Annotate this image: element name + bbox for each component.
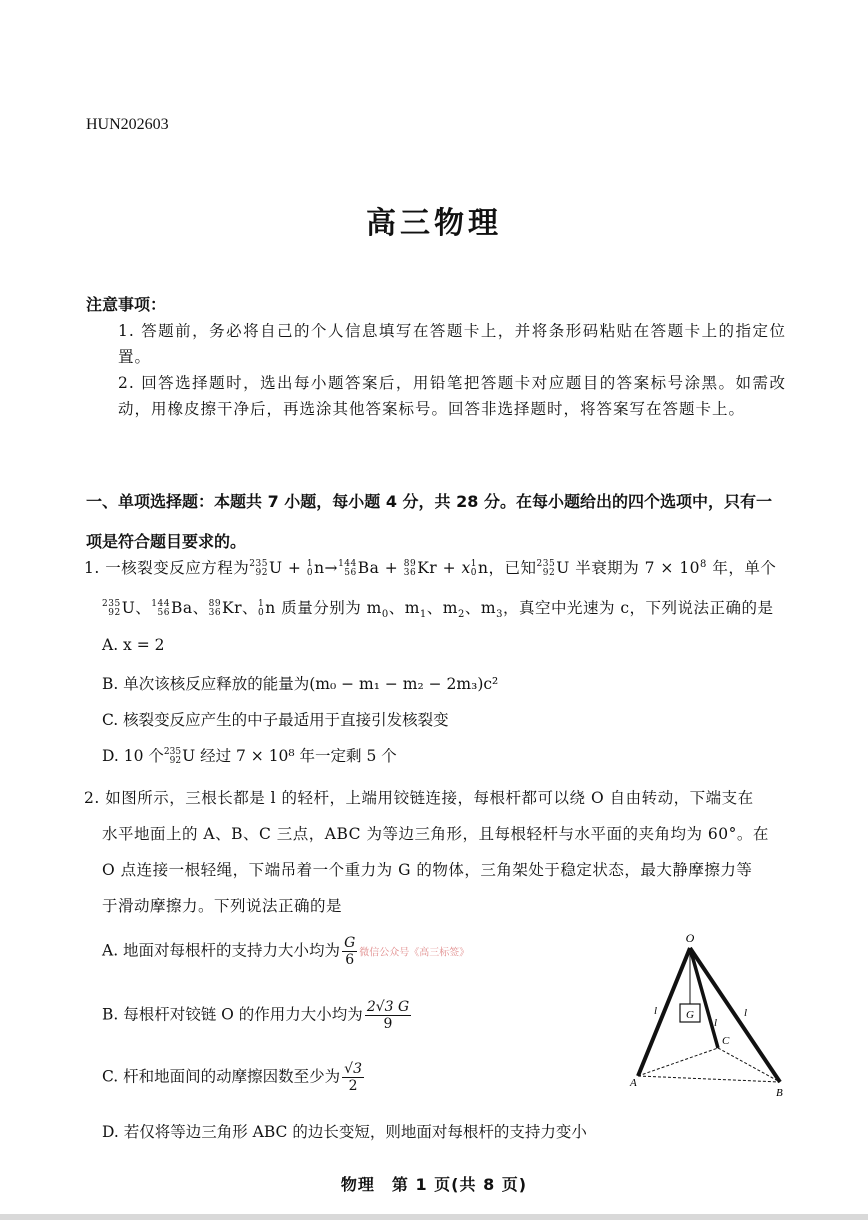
page-title: 高三物理: [366, 206, 502, 241]
label-l-oc: l: [714, 1017, 718, 1029]
question-2-option-b: B. 每根杆对铰链 O 的作用力大小均为 $\frac{2√3 G}{9}$: [102, 999, 410, 1032]
watermark: 微信公众号《高三标签》: [359, 947, 470, 959]
question-1-option-d: D. 10 个 235 92 U 经过 7 × 10⁸ 年一定剩 5 个: [102, 747, 397, 766]
label-l-ob: l: [744, 1007, 748, 1019]
page-footer: 物理 第 1 页(共 8 页): [340, 1175, 528, 1194]
fraction: $\frac{2√3 G}{9}$: [366, 999, 410, 1032]
edge-ab: [638, 1076, 780, 1082]
question-1-option-b: B. 单次该核反应释放的能量为(m₀ − m₁ − m₂ − 2m₃)c²: [102, 675, 499, 693]
section-heading: 一、单项选择题：本题共 7 小题，每小题 4 分，共 28 分。在每小题给出的四个选项中，只有一项是符合题目要求的。: [86, 492, 772, 551]
label-g: G: [686, 1009, 694, 1021]
question-2-option-d: D. 若仅将等边三角形 ABC 的边长变短，则地面对每根杆的支持力变小: [102, 1123, 587, 1141]
question-1-option-a: A. x = 2: [102, 636, 165, 654]
edge-ac: [638, 1048, 718, 1076]
exam-code: HUN202603: [86, 116, 169, 133]
question-2-line-4: 于滑动摩擦力。下列说法正确的是: [102, 897, 343, 915]
question-1-option-c: C. 核裂变反应产生的中子最适用于直接引发核裂变: [102, 711, 449, 729]
rod-oc: [690, 948, 718, 1048]
question-2-line-2: 水平地面上的 A、B、C 三点，ABC 为等边三角形，且每根轻杆与水平面的夹角均为 60°。在: [102, 825, 769, 843]
notice-item-2: 2. 回答选择题时，选出每小题答案后，用铅笔把答题卡对应题目的答案标号涂黑。如需改动，用橡皮擦干净后，再选涂其他答案标号。回答非选择题时，将答案写在答题卡上。: [118, 374, 786, 418]
label-c: C: [722, 1035, 730, 1047]
notice-item-1: 1. 答题前，务必将自己的个人信息填写在答题卡上，并将条形码粘贴在答题卡上的指定位置。: [118, 322, 786, 366]
question-1-line-2: 235 92 U、 144 56 Ba、 89 36 Kr、 1 0 n 质量分别为 $m_0$、$m_1$、$m_2$、$m_3$，真空中光速为 c，下列说法正确的是: [102, 599, 774, 621]
scan-edge: [0, 1214, 868, 1220]
notice-heading: 注意事项：: [86, 295, 167, 314]
fraction: $\frac{√3}{2}$: [344, 1061, 362, 1094]
question-2-line-1: 2. 如图所示，三根长都是 l 的轻杆，上端用铰链连接，每根杆都可以绕 O 自由转动，下端支在: [84, 789, 754, 807]
label-b: B: [776, 1087, 783, 1099]
rod-ob: [690, 948, 780, 1082]
question-number: 2.: [84, 789, 100, 807]
question-1-line-1: 1. 一核裂变反应方程为 235 92 U + 1 0 n→ 144 56 Ba + 89 36 Kr + x 1 0 n，已知 235 92 U 半衰期为 $7 \times 10^8$ 年，单个: [84, 558, 777, 578]
fraction: $\frac{G}{6}$: [344, 935, 356, 968]
label-a: A: [630, 1077, 637, 1089]
label-o: O: [685, 931, 695, 945]
question-2-option-a: A. 地面对每根杆的支持力大小均为 $\frac{G}{6}$ 微信公众号《高三标签》: [102, 935, 470, 968]
question-2-option-c: C. 杆和地面间的动摩擦因数至少为 $\frac{√3}{2}$: [102, 1061, 362, 1094]
label-l-oa: l: [654, 1005, 658, 1017]
question-2-line-3: O 点连接一根轻绳，下端吊着一个重力为 G 的物体，三角架处于稳定状态，最大静摩擦力等: [102, 861, 753, 879]
question-number: 1.: [84, 559, 100, 577]
tripod-figure: [620, 928, 800, 1100]
